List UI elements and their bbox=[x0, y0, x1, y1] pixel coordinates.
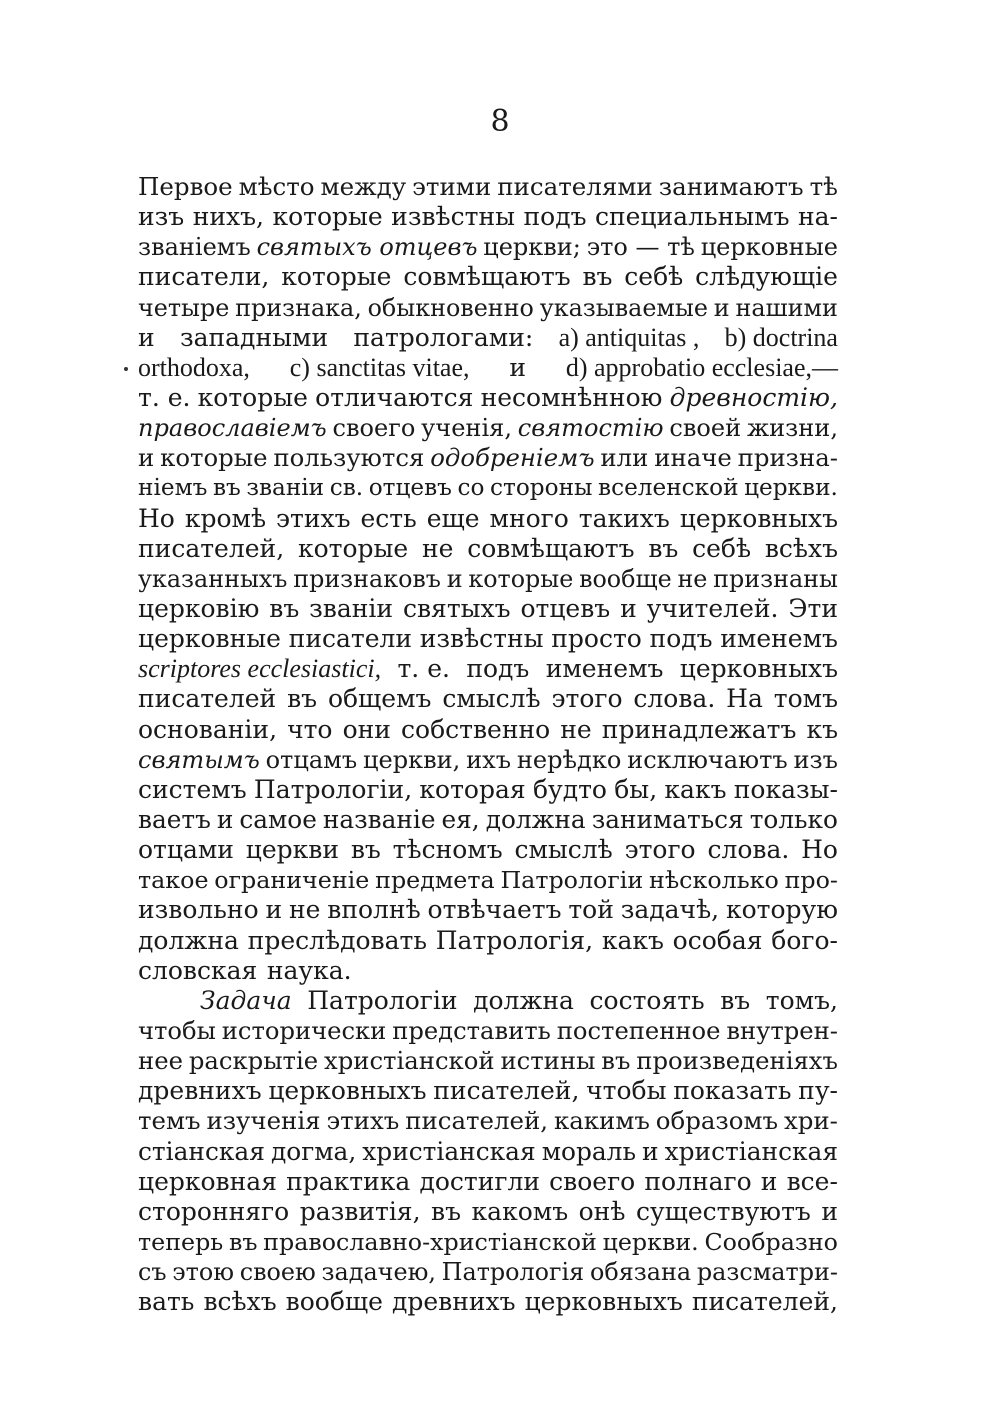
word: произведенiяхъ bbox=[636, 1046, 838, 1076]
word: не bbox=[421, 533, 454, 563]
word: задачею, bbox=[321, 1258, 436, 1287]
word: ограниченiе bbox=[214, 866, 370, 895]
text-line bbox=[138, 956, 838, 986]
text-line bbox=[138, 534, 838, 564]
text-line bbox=[138, 805, 838, 835]
text-line bbox=[138, 1137, 838, 1167]
word: общемъ bbox=[327, 684, 432, 714]
word: представить bbox=[392, 1016, 551, 1045]
word: которая bbox=[419, 774, 526, 804]
word: и bbox=[138, 322, 155, 352]
word: наука. bbox=[266, 955, 352, 985]
word: отвѣчаетъ bbox=[427, 895, 562, 925]
word: ея, bbox=[441, 804, 480, 834]
word: смыслѣ bbox=[514, 835, 613, 865]
word: христiанская bbox=[362, 1136, 536, 1166]
word: такихъ bbox=[578, 503, 670, 533]
text-line bbox=[138, 926, 838, 956]
word: и bbox=[760, 1166, 778, 1196]
word: будто bbox=[532, 774, 607, 804]
word: пу- bbox=[798, 1076, 838, 1106]
text-line bbox=[138, 865, 838, 895]
word: совмѣщаютъ bbox=[467, 533, 635, 563]
word: писатели bbox=[288, 624, 413, 654]
text-line bbox=[138, 1197, 838, 1227]
word: это — тѣ bbox=[586, 233, 695, 262]
word: принадлежатъ bbox=[601, 714, 797, 744]
word: Патрологiя bbox=[441, 1258, 585, 1287]
word: и bbox=[216, 804, 234, 834]
word: отцами bbox=[138, 835, 234, 865]
text-line bbox=[138, 353, 838, 383]
word: и bbox=[620, 593, 637, 623]
word: состоять bbox=[589, 985, 705, 1015]
word: въ bbox=[431, 1196, 462, 1226]
word: четыре bbox=[138, 293, 230, 322]
word: которые bbox=[160, 443, 268, 473]
word: мораль bbox=[541, 1136, 636, 1166]
word: вообще bbox=[579, 564, 672, 593]
text-line bbox=[138, 775, 838, 805]
word: своей bbox=[669, 414, 742, 443]
word: церковiю bbox=[138, 593, 260, 623]
word: нерѣдко bbox=[516, 745, 622, 774]
word: церковныхъ bbox=[268, 1076, 427, 1106]
word: бого- bbox=[771, 925, 838, 955]
page-number: 8 bbox=[490, 104, 510, 139]
word: какъ bbox=[601, 925, 664, 955]
word: бы, bbox=[614, 774, 658, 804]
word: этихъ bbox=[326, 1106, 400, 1136]
text-line bbox=[138, 383, 838, 413]
text-line bbox=[138, 172, 838, 202]
word: Первое bbox=[138, 172, 233, 201]
word: святостiю bbox=[517, 414, 664, 443]
word: этихъ bbox=[276, 503, 351, 533]
word: указанныхъ bbox=[138, 564, 288, 593]
text-line bbox=[138, 232, 838, 262]
word: въ bbox=[269, 593, 300, 623]
word: писателей, bbox=[691, 1287, 838, 1317]
word: древнихъ bbox=[138, 1076, 262, 1106]
word: должна bbox=[485, 804, 586, 834]
word: признаковъ bbox=[293, 564, 441, 593]
word: системъ bbox=[138, 774, 247, 804]
word: нiемъ bbox=[138, 474, 208, 502]
word: развитiя, bbox=[299, 1196, 421, 1226]
word: догма, bbox=[270, 1136, 357, 1166]
text-line bbox=[138, 293, 838, 323]
word: существуютъ bbox=[635, 1196, 811, 1226]
word: между bbox=[320, 172, 407, 201]
word: чтобы bbox=[586, 1076, 667, 1106]
text-line bbox=[138, 594, 838, 624]
word: отличаются bbox=[315, 382, 474, 412]
word: въ bbox=[228, 1227, 258, 1256]
word: христiанской bbox=[324, 1046, 495, 1076]
word: одобренiемъ bbox=[430, 443, 595, 473]
text-line bbox=[138, 745, 838, 775]
word: подъ bbox=[523, 202, 587, 232]
word: тѣсномъ bbox=[392, 835, 503, 865]
word: образомъ bbox=[655, 1106, 779, 1136]
word: отцевъ bbox=[520, 593, 611, 623]
word: предмета bbox=[375, 866, 495, 895]
word: званiемъ bbox=[138, 233, 251, 262]
word: вселенской bbox=[598, 474, 739, 502]
word: кромѣ bbox=[184, 503, 267, 533]
body-text bbox=[138, 172, 838, 1317]
word: себѣ bbox=[692, 533, 752, 563]
text-line bbox=[138, 654, 838, 684]
word: что bbox=[287, 714, 333, 744]
text-line bbox=[138, 835, 838, 865]
text-line bbox=[138, 624, 838, 654]
word: жизни, bbox=[747, 414, 838, 443]
word: Но bbox=[801, 835, 838, 865]
word: отцамъ bbox=[265, 745, 358, 774]
word: тѣ bbox=[809, 172, 838, 201]
word: со bbox=[457, 474, 485, 502]
word: обязана bbox=[589, 1258, 692, 1287]
word: самое bbox=[239, 804, 317, 834]
text-line bbox=[138, 413, 838, 443]
word: совмѣщаютъ bbox=[403, 262, 571, 292]
word: св. bbox=[329, 474, 364, 502]
word: западными bbox=[179, 322, 329, 352]
word: церкви bbox=[245, 835, 340, 865]
word: какимъ bbox=[553, 1106, 650, 1136]
word: т. е. bbox=[138, 382, 191, 412]
word: именемъ bbox=[545, 654, 664, 684]
word: достигли bbox=[419, 1166, 541, 1196]
word: обыкновенно bbox=[367, 293, 534, 322]
word: званiи bbox=[246, 474, 325, 502]
word: и bbox=[713, 293, 730, 322]
word: только bbox=[749, 804, 838, 834]
word: не bbox=[677, 564, 708, 593]
word: ихъ bbox=[466, 745, 512, 774]
word: которые bbox=[281, 262, 392, 292]
word: показать bbox=[673, 1076, 792, 1106]
word: задачѣ, bbox=[620, 895, 720, 925]
word: названiе bbox=[322, 804, 436, 834]
word: себѣ bbox=[624, 262, 684, 292]
word: съ bbox=[138, 1258, 167, 1287]
word: всѣхъ bbox=[764, 533, 838, 563]
word: патрологами: bbox=[353, 322, 534, 352]
text-line bbox=[138, 323, 838, 353]
word: въ bbox=[601, 1046, 631, 1076]
word: исключаютъ bbox=[627, 745, 788, 774]
word: признака, bbox=[235, 293, 362, 322]
word: теперь bbox=[138, 1227, 224, 1256]
word: Патрологiя, bbox=[435, 925, 594, 955]
word: хри- bbox=[783, 1106, 838, 1136]
word: мѣсто bbox=[238, 172, 315, 201]
word: нѣсколько bbox=[649, 866, 779, 895]
word: своего bbox=[332, 414, 416, 443]
text-line bbox=[138, 986, 838, 1016]
word: извѣстны bbox=[391, 202, 516, 232]
word: которые bbox=[468, 564, 574, 593]
word: т. е. bbox=[397, 654, 450, 684]
word: званiи bbox=[309, 593, 394, 623]
word: с) sanctitas vitae, bbox=[289, 352, 470, 382]
text-line bbox=[138, 504, 838, 534]
word: писателей bbox=[138, 684, 277, 714]
word: иначе bbox=[654, 443, 732, 473]
word: въ bbox=[212, 474, 241, 502]
word: въ bbox=[287, 684, 318, 714]
word: они bbox=[342, 714, 391, 744]
word: древностiю, bbox=[669, 382, 838, 412]
word: которые bbox=[197, 382, 308, 412]
text-line bbox=[138, 895, 838, 925]
word: все- bbox=[786, 1166, 838, 1196]
word: собственно bbox=[401, 714, 551, 744]
word: своего bbox=[549, 1166, 636, 1196]
word: признаны bbox=[713, 564, 838, 593]
word: учителей. bbox=[646, 593, 779, 623]
word: Патрологiи bbox=[307, 985, 458, 1015]
text-line bbox=[138, 443, 838, 473]
word: въ bbox=[350, 835, 381, 865]
word: церковные bbox=[700, 233, 838, 262]
word: которые bbox=[272, 202, 383, 232]
word: слѣдующiе bbox=[695, 262, 838, 292]
text-line bbox=[138, 564, 838, 594]
word: православiемъ bbox=[138, 414, 327, 443]
text-line bbox=[138, 1227, 838, 1257]
word: заниматься bbox=[591, 804, 744, 834]
word: той bbox=[568, 895, 614, 925]
word: древнихъ bbox=[391, 1287, 516, 1317]
word: къ bbox=[806, 714, 838, 744]
text-line bbox=[138, 1287, 838, 1317]
word: практика bbox=[286, 1166, 411, 1196]
word: про- bbox=[784, 866, 838, 895]
word: и bbox=[509, 352, 527, 382]
word: какомъ bbox=[471, 1196, 569, 1226]
word: святымъ bbox=[138, 745, 260, 774]
word: не bbox=[560, 714, 592, 744]
word: должна bbox=[138, 925, 239, 955]
word: писатели, bbox=[138, 262, 270, 292]
word: извѣстны bbox=[419, 624, 544, 654]
word: и bbox=[265, 895, 283, 925]
word: писателями bbox=[497, 172, 653, 201]
text-line bbox=[138, 684, 838, 714]
word: просто bbox=[551, 624, 642, 654]
word: чтобы bbox=[138, 1016, 216, 1045]
word: и bbox=[446, 564, 463, 593]
word: онѣ bbox=[578, 1196, 626, 1226]
word: должна bbox=[473, 985, 574, 1015]
text-line bbox=[138, 1016, 838, 1046]
word: нихъ, bbox=[192, 202, 264, 232]
word: Задача bbox=[200, 985, 292, 1015]
word: или bbox=[600, 443, 649, 473]
word: святыхъ отцевъ bbox=[256, 233, 478, 262]
word: на- bbox=[797, 202, 838, 232]
word: подъ bbox=[466, 654, 530, 684]
word: есть bbox=[360, 503, 417, 533]
word: показы- bbox=[733, 774, 838, 804]
word: христiанская bbox=[664, 1136, 838, 1166]
word: которые bbox=[297, 533, 409, 563]
word: православно-христiанской bbox=[263, 1227, 597, 1256]
word: постепенное bbox=[556, 1016, 721, 1045]
word: несомнѣнною bbox=[480, 382, 663, 412]
word: призна- bbox=[737, 443, 838, 473]
word: слова. bbox=[633, 684, 716, 714]
word: этою bbox=[172, 1258, 234, 1287]
word: словская bbox=[138, 955, 258, 985]
word: занимаютъ bbox=[658, 172, 804, 201]
word: особая bbox=[672, 925, 763, 955]
word: какъ bbox=[664, 774, 727, 804]
word: святыхъ bbox=[402, 593, 511, 623]
word: вать bbox=[138, 1287, 195, 1317]
word: церковныхъ bbox=[524, 1287, 683, 1317]
word: Сообразно bbox=[704, 1227, 838, 1256]
word: этого bbox=[624, 835, 696, 865]
word: вообще bbox=[285, 1287, 383, 1317]
word: писателей, bbox=[138, 533, 285, 563]
word: томъ, bbox=[765, 985, 838, 1015]
word: подъ bbox=[649, 624, 713, 654]
word: церковная bbox=[138, 1166, 277, 1196]
word: извольно bbox=[138, 895, 259, 925]
word: вполнѣ bbox=[327, 895, 421, 925]
word: Патрологiи, bbox=[253, 774, 413, 804]
word: стiанская bbox=[138, 1136, 265, 1166]
word: внутрен- bbox=[726, 1016, 838, 1045]
word: нашими bbox=[735, 293, 838, 322]
word: церкви; bbox=[483, 233, 581, 262]
word: разсматри- bbox=[696, 1258, 838, 1287]
word: специальнымъ bbox=[594, 202, 790, 232]
text-line bbox=[138, 473, 838, 503]
word: d) approbatio ecclesiae,— bbox=[565, 352, 838, 382]
word: церкви. bbox=[744, 474, 838, 502]
text-line bbox=[138, 715, 838, 745]
word: слова. bbox=[707, 835, 790, 865]
word: много bbox=[489, 503, 569, 533]
text-line bbox=[138, 1076, 838, 1106]
word: въ bbox=[582, 262, 613, 292]
word: темъ bbox=[138, 1106, 201, 1136]
word: этого bbox=[551, 684, 623, 714]
word: церковныхъ bbox=[679, 503, 838, 533]
text-line bbox=[138, 202, 838, 232]
word: смыслѣ bbox=[442, 684, 541, 714]
word: основанiи, bbox=[138, 714, 278, 744]
word: отцевъ bbox=[368, 474, 452, 502]
word: изъ bbox=[793, 745, 838, 774]
word: указываемые bbox=[539, 293, 708, 322]
word: стороны bbox=[490, 474, 593, 502]
word: преслѣдовать bbox=[247, 925, 427, 955]
word: и bbox=[138, 443, 155, 473]
word: и bbox=[642, 1136, 659, 1166]
word: изъ bbox=[138, 202, 185, 232]
word: церковныхъ bbox=[679, 654, 838, 684]
word: всѣхъ bbox=[203, 1287, 277, 1317]
word: не bbox=[288, 895, 321, 925]
word: и bbox=[821, 1196, 838, 1226]
word: томъ bbox=[773, 684, 838, 714]
word: писателей, bbox=[405, 1106, 549, 1136]
text-line bbox=[138, 1046, 838, 1076]
word: сторонняго bbox=[138, 1196, 290, 1226]
word: писателей, bbox=[433, 1076, 580, 1106]
word: scriptores ecclesiastici, bbox=[138, 654, 382, 684]
word: На bbox=[726, 684, 763, 714]
word: этими bbox=[412, 172, 492, 201]
word: Патрологiи bbox=[500, 866, 644, 895]
text-line bbox=[138, 262, 838, 292]
word: церкви. bbox=[602, 1227, 699, 1256]
word: церковные bbox=[138, 624, 281, 654]
word: такое bbox=[138, 866, 209, 895]
word: b) doctrina bbox=[724, 322, 838, 352]
text-line bbox=[138, 1257, 838, 1287]
word: Но bbox=[138, 503, 175, 533]
text-line bbox=[138, 1106, 838, 1136]
word: пользуются bbox=[273, 443, 425, 473]
word: истины bbox=[500, 1046, 596, 1076]
word: въ bbox=[648, 533, 679, 563]
word: изученiя bbox=[206, 1106, 321, 1136]
word: ученiя, bbox=[421, 414, 512, 443]
word: а) antiquitas , bbox=[558, 322, 700, 352]
word: своею bbox=[239, 1258, 316, 1287]
word: въ bbox=[720, 985, 751, 1015]
word: раскрытiе bbox=[188, 1046, 319, 1076]
word: именемъ bbox=[720, 624, 838, 654]
word: которую bbox=[725, 895, 838, 925]
word: исторически bbox=[221, 1016, 387, 1045]
word: Эти bbox=[788, 593, 838, 623]
word: церкви, bbox=[363, 745, 461, 774]
word: нее bbox=[138, 1046, 183, 1076]
word: еще bbox=[426, 503, 480, 533]
word: ваетъ bbox=[138, 804, 211, 834]
word: orthodoxa, bbox=[138, 352, 250, 382]
word: полнаго bbox=[644, 1166, 752, 1196]
text-line bbox=[138, 1167, 838, 1197]
